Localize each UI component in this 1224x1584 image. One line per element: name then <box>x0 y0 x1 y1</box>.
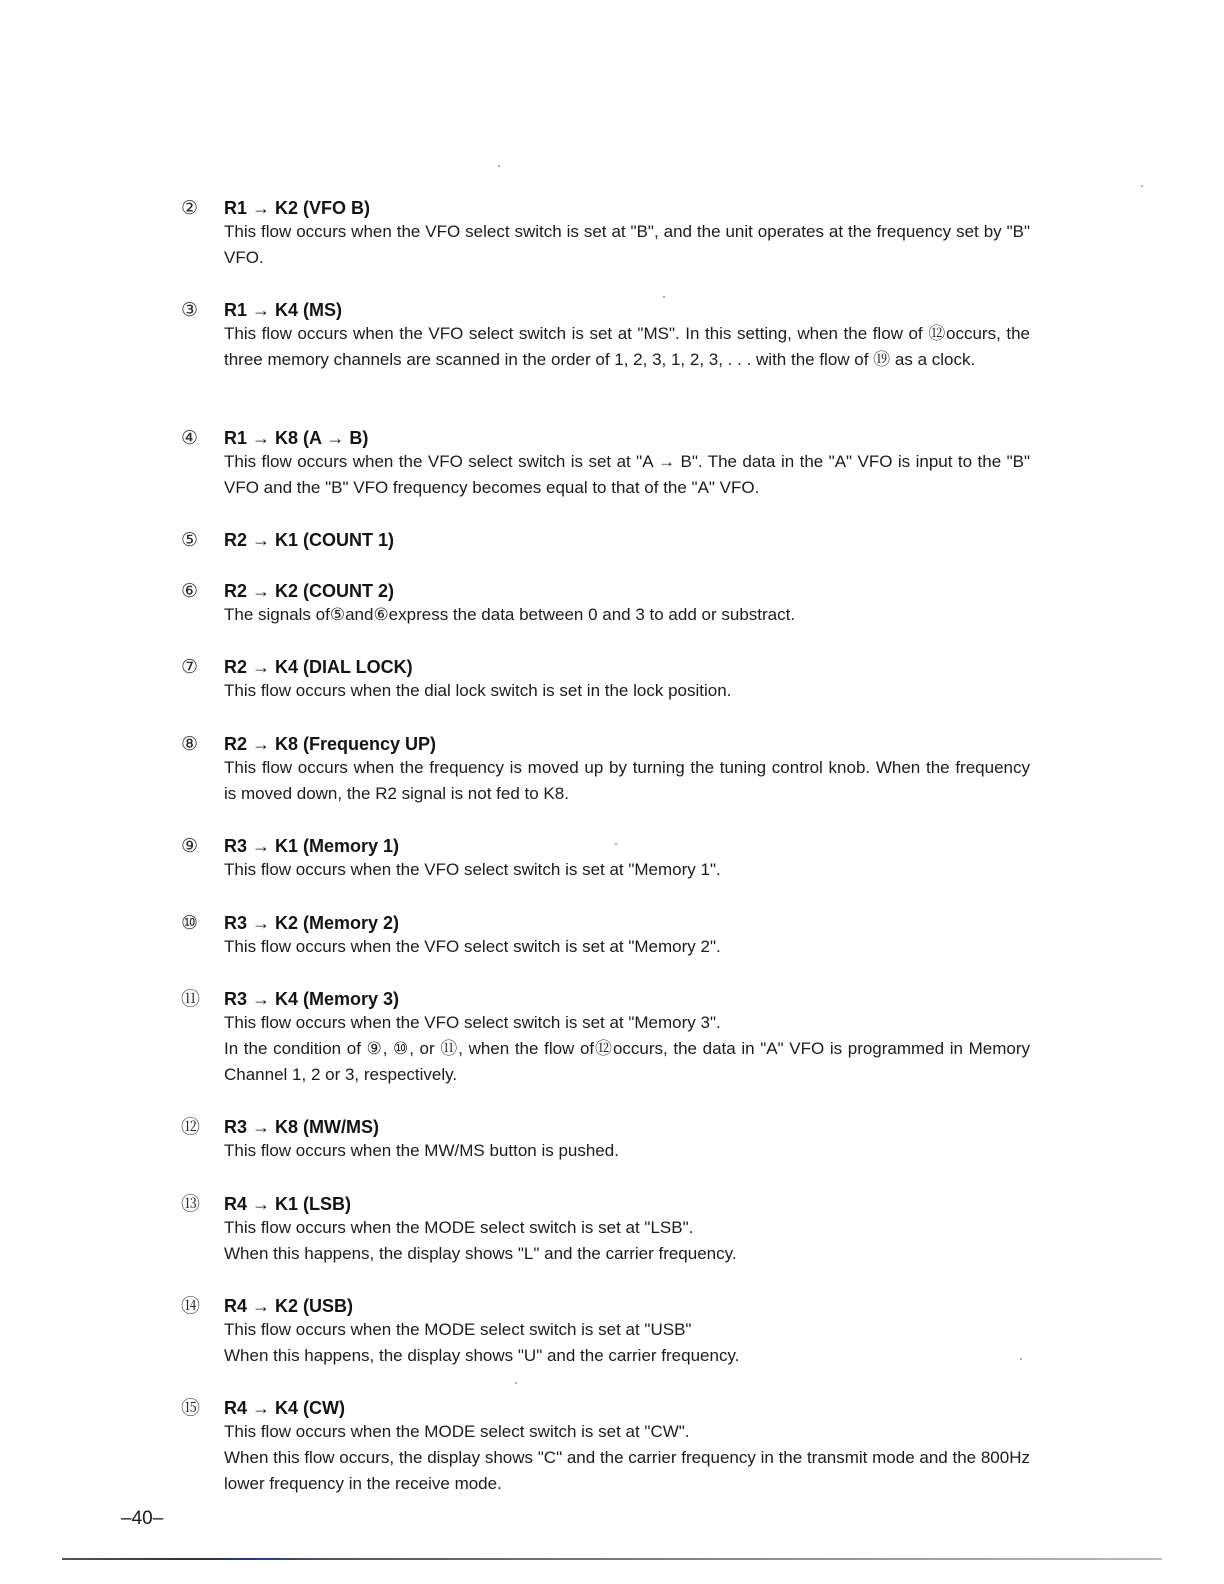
item-description <box>224 219 1030 271</box>
item-marker: ⑫ <box>181 1116 201 1138</box>
item-marker: ⑭ <box>181 1295 201 1317</box>
item-description <box>224 934 1030 960</box>
description-paragraph: This flow occurs when the frequency is moved up by turning the tuning control knob. When the frequency is moved down, the R2 signal is not fed to K8. <box>224 758 1030 803</box>
item-marker: ⑬ <box>181 1193 201 1215</box>
description-paragraph: This flow occurs when the dial lock switch is set in the lock position. <box>224 681 732 700</box>
item-marker: ⑩ <box>181 912 199 934</box>
item-description <box>224 1215 1030 1267</box>
description-paragraph: This flow occurs when the VFO select switch is set at "Memory 1". <box>224 860 721 879</box>
scan-speck <box>615 843 617 845</box>
description-paragraph: When this happens, the display shows "L" and the carrier frequency. <box>224 1244 737 1263</box>
item-description <box>224 1010 1030 1088</box>
description-paragraph: This flow occurs when the VFO select switch is set at "B", and the unit operates at the frequency set by "B" VFO. <box>224 222 1030 267</box>
item-heading: R3 → K8 (MW/MS) <box>224 1117 379 1137</box>
item-heading: R4 → K1 (LSB) <box>224 1194 352 1214</box>
item-description <box>224 449 1030 501</box>
description-paragraph: This flow occurs when the MODE select switch is set at "USB" <box>224 1320 692 1339</box>
description-paragraph: This flow occurs when the VFO select switch is set at "Memory 3". <box>224 1013 721 1032</box>
description-paragraph: This flow occurs when the VFO select switch is set at "MS". In this setting, when the flow of ⑫occurs, the three memory channels are scanned in the order of 1, 2, 3, 1, 2, 3, . . . with the flow of ⑲ as a clock. <box>224 324 1030 369</box>
item-marker: ⑧ <box>181 733 199 755</box>
item-marker: ⑥ <box>181 580 199 602</box>
item-description <box>224 1317 1030 1369</box>
item-marker: ⑦ <box>181 656 199 678</box>
description-paragraph: This flow occurs when the MODE select switch is set at "LSB". <box>224 1218 694 1237</box>
item-heading: R2 → K8 (Frequency UP) <box>224 734 437 754</box>
item-description <box>224 678 1030 704</box>
item-marker: ⑪ <box>181 988 201 1010</box>
item-marker: ④ <box>181 427 199 449</box>
scan-speck <box>1020 1358 1022 1360</box>
item-description <box>224 857 1030 883</box>
item-marker: ⑮ <box>181 1397 201 1419</box>
scan-speck <box>515 1382 517 1384</box>
item-marker: ⑨ <box>181 835 199 857</box>
item-description <box>224 755 1030 807</box>
description-paragraph: This flow occurs when the VFO select switch is set at "A → B". The data in the "A" VFO is input to the "B" VFO and the "B" VFO frequency becomes equal to that of the "A" VFO. <box>224 452 1030 497</box>
item-description <box>224 602 1030 628</box>
item-marker: ⑤ <box>181 529 199 551</box>
item-description <box>224 1138 1030 1164</box>
description-paragraph: This flow occurs when the MODE select switch is set at "CW". <box>224 1422 690 1441</box>
item-heading: R3 → K2 (Memory 2) <box>224 913 400 933</box>
item-description <box>224 1419 1030 1497</box>
item-marker: ③ <box>181 299 199 321</box>
description-paragraph: When this happens, the display shows "U" and the carrier frequency. <box>224 1346 740 1365</box>
item-heading: R2 → K1 (COUNT 1) <box>224 530 395 550</box>
description-paragraph: This flow occurs when the MW/MS button is pushed. <box>224 1141 619 1160</box>
item-heading: R1 → K8 (A → B) <box>224 428 369 448</box>
item-heading: R1 → K2 (VFO B) <box>224 198 371 218</box>
item-heading: R1 → K4 (MS) <box>224 300 343 320</box>
item-marker: ② <box>181 197 199 219</box>
item-heading: R2 → K2 (COUNT 2) <box>224 581 395 601</box>
scan-speck <box>498 165 500 167</box>
description-paragraph: This flow occurs when the VFO select switch is set at "Memory 2". <box>224 937 721 956</box>
page-number: –40– <box>121 1508 164 1529</box>
item-heading: R3 → K1 (Memory 1) <box>224 836 400 856</box>
item-heading: R4 → K4 (CW) <box>224 1398 345 1418</box>
description-paragraph: When this flow occurs, the display shows "C" and the carrier frequency in the transmit mode and the 800Hz lower frequency in the receive mode. <box>224 1448 1030 1493</box>
scan-speck <box>663 296 665 298</box>
description-paragraph: In the condition of ⑨, ⑩, or ⑪, when the flow of⑫occurs, the data in "A" VFO is programmed in Memory Channel 1, 2 or 3, respectively. <box>224 1039 1030 1084</box>
description-paragraph: The signals of⑤and⑥express the data between 0 and 3 to add or substract. <box>224 605 796 624</box>
scan-speck <box>1141 185 1143 187</box>
item-heading: R4 → K2 (USB) <box>224 1296 354 1316</box>
item-heading: R2 → K4 (DIAL LOCK) <box>224 657 413 677</box>
item-heading: R3 → K4 (Memory 3) <box>224 989 400 1009</box>
item-description <box>224 321 1030 373</box>
bottom-rule <box>62 1558 1162 1560</box>
